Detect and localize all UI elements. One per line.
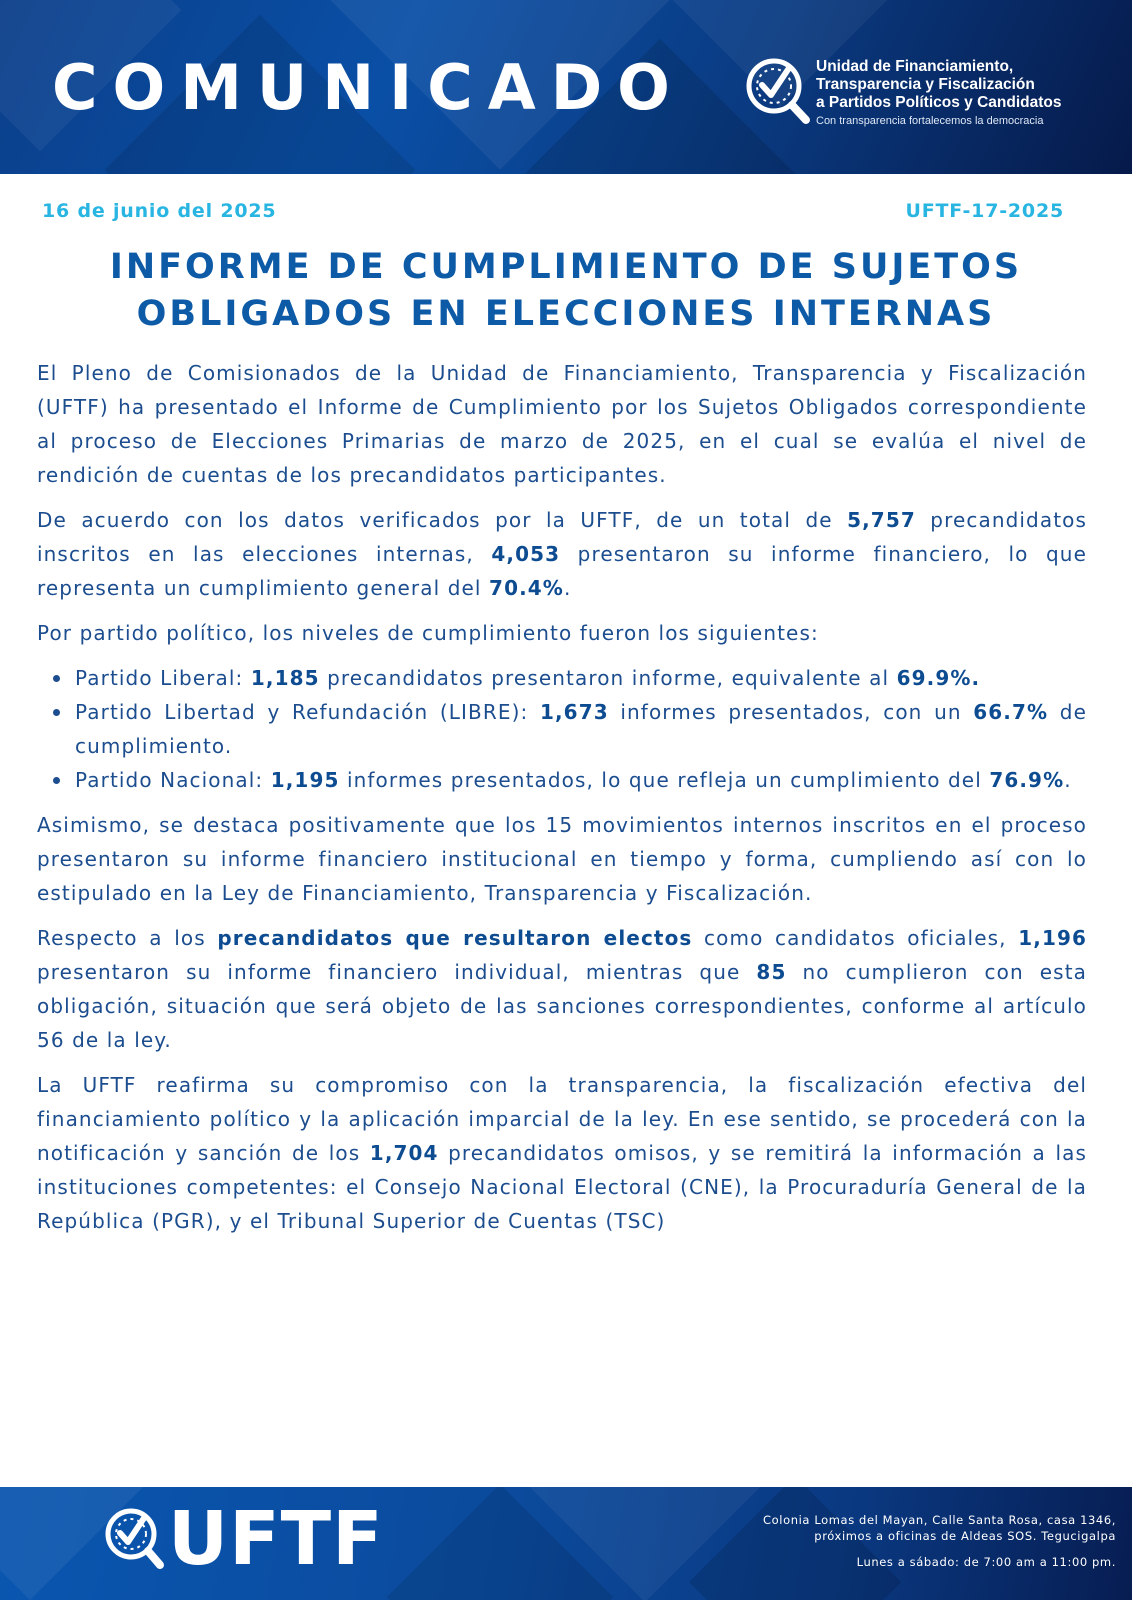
org-line-3: a Partidos Políticos y Candidatos [816,94,1062,111]
party-percentage: 66.7% [973,700,1049,724]
address-line-1: Colonia Lomas del Mayan, Calle Santa Rosa, casa 1346, [763,1513,1116,1527]
document-title-line-2: OBLIGADOS EN ELECCIONES INTERNAS [136,294,996,334]
elected-emphasis: precandidatos que resultaron electos [217,926,693,950]
paragraph-intro: El Pleno de Comisionados de la Unidad de Financiamiento, Transparencia y Fiscalización (UFTF) ha presentado el Informe de Cumplimiento por los Sujetos Obligados correspondiente al proceso de Elecciones Primarias de marzo de 2025, en el cual se evalúa el nivel de rendición de cuentas de los precandidatos participantes. [37,361,1087,487]
footer-banner [0,1487,1132,1600]
footer-hours: Lunes a sábado: de 7:00 am a 11:00 pm. [856,1555,1116,1569]
paragraph-totals: De acuerdo con los datos verificados por la UFTF, de un total de 5,757 precandidatos inscritos en las elecciones internas, 4,053 presentaron su informe financiero, lo que representa un cumplimiento general del 70.4%. [37,508,1087,600]
paragraph-party-intro: Por partido político, los niveles de cumplimiento fueron los siguientes: [37,621,819,645]
document-date: 16 de junio del 2025 [42,200,277,222]
address-line-2: próximos a oficinas de Aldeas SOS. Tegucigalpa [814,1529,1116,1543]
presented-count: 4,053 [491,542,561,566]
magnifier-check-icon [102,1505,166,1575]
org-slogan: Con transparencia fortalecemos la democracia [816,115,1044,127]
header-title: COMUNICADO [52,51,685,124]
elected-missing-count: 85 [756,960,787,984]
document-title [30,244,1102,338]
footer-address [763,1512,1116,1544]
omitted-count: 1,704 [369,1141,439,1165]
magnifier-check-icon [742,54,814,130]
footer-brand: UFTF [168,1496,384,1582]
total-precandidates: 5,757 [847,508,916,532]
party-count: 1,673 [539,700,609,724]
party-percentage: 76.9% [989,768,1065,792]
list-item-partido-nacional: Partido Nacional: 1,195 informes presentados, lo que refleja un cumplimiento del 76.9%. [75,763,1087,797]
document-body [37,356,1087,1249]
party-count: 1,195 [270,768,340,792]
organization-name [816,58,1061,112]
paragraph-commitment: La UFTF reafirma su compromiso con la transparencia, la fiscalización efectiva del financiamiento político y la aplicación imparcial de la ley. En ese sentido, se procederá con la notificación y sanción de los 1,704 precandidatos omisos, y se remitirá la información a las instituciones competentes: el Consejo Nacional Electoral (CNE), la Procuraduría General de la República (PGR), y el Tribunal Superior de Cuentas (TSC) [37,1073,1087,1233]
elected-presented-count: 1,196 [1018,926,1087,950]
overall-compliance: 70.4% [489,576,564,600]
header-banner [0,0,1132,174]
party-count: 1,185 [250,666,320,690]
document-title-line-1: INFORME DE CUMPLIMIENTO DE SUJETOS [109,247,1023,287]
party-percentage: 69.9%. [896,666,981,690]
list-item-partido-liberal: Partido Liberal: 1,185 precandidatos presentaron informe, equivalente al 69.9%. [75,661,1087,695]
org-line-1: Unidad de Financiamiento, [816,58,1014,75]
org-line-2: Transparencia y Fiscalización [816,76,1035,93]
document-code: UFTF-17-2025 [905,200,1064,222]
party-list [37,661,1087,797]
paragraph-movements: Asimismo, se destaca positivamente que los 15 movimientos internos inscritos en el proceso presentaron su informe financiero institucional en tiempo y forma, cumpliendo así con lo estipulado en la Ley de Financiamiento, Transparencia y Fiscalización. [37,813,1087,905]
paragraph-elected: Respecto a los precandidatos que resultaron electos como candidatos oficiales, 1,196 presentaron su informe financiero individual, mientras que 85 no cumplieron con esta obligación, situación que será objeto de las sanciones correspondientes, conforme al artículo 56 de la ley. [37,926,1087,1052]
list-item-partido-libre: Partido Libertad y Refundación (LIBRE): 1,673 informes presentados, con un 66.7% de cumplimiento. [75,695,1087,763]
